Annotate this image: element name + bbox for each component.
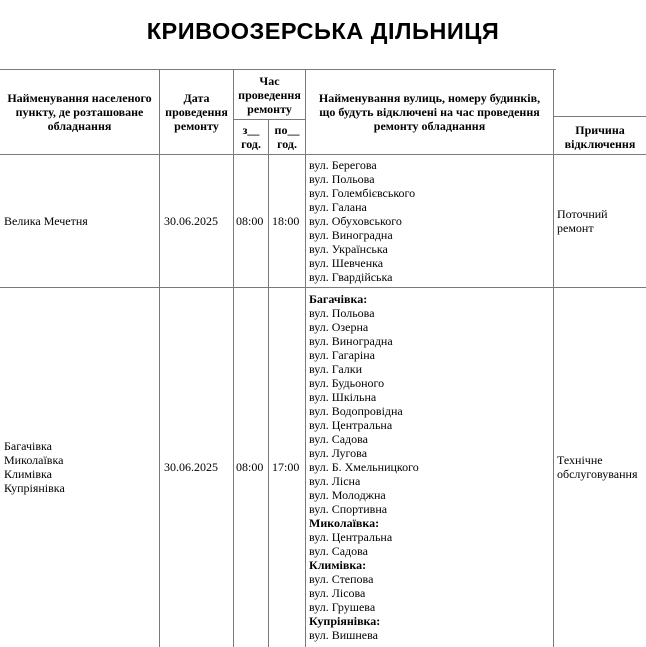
street-item: вул. Українська — [309, 242, 388, 256]
col-divider-date — [159, 69, 160, 647]
row-1-reason: Поточний ремонт — [557, 207, 608, 235]
street-item: вул. Центральна — [309, 530, 393, 544]
street-item: вул. Садова — [309, 432, 368, 446]
time-header-divider — [233, 119, 306, 120]
reason-header-divider — [553, 116, 646, 117]
header-date: Дата проведення ремонту — [165, 91, 228, 133]
header-reason: Причина відключення — [564, 123, 636, 151]
row-2-settlement: Багачівка Миколаївка Климівка Купріянівка — [4, 439, 65, 495]
header-settlement: Найменування населеного пункту, де розташоване обладнання — [7, 91, 152, 133]
header-to: по__ год. — [274, 123, 300, 151]
street-item: вул. Гагаріна — [309, 348, 376, 362]
header-time: Час проведення ремонту — [238, 74, 301, 116]
street-item: вул. Озерна — [309, 320, 369, 334]
street-item: вул. Берегова — [309, 158, 377, 172]
street-item: вул. Галки — [309, 362, 363, 376]
row-1-time-from: 08:00 — [236, 214, 264, 228]
street-item: вул. Молоджна — [309, 488, 386, 502]
row-2-time-to: 17:00 — [272, 460, 300, 474]
settlement-subheading: Купріянівка: — [309, 614, 381, 628]
header-streets: Найменування вулиць, номеру будинків, що будуть відключені на час проведення ремонту обладнання — [318, 91, 541, 133]
header-bottom-border — [0, 154, 646, 155]
street-item: вул. Садова — [309, 544, 368, 558]
street-item: вул. Лісна — [309, 474, 361, 488]
row-2-reason: Технічне обслуговування — [557, 453, 638, 481]
row-1-streets — [309, 158, 415, 284]
street-item: вул. Польова — [309, 172, 375, 186]
street-item: вул. Спортивна — [309, 502, 388, 516]
table-border-top — [0, 69, 556, 70]
row-2-streets — [309, 292, 419, 642]
street-item: вул. Шевченка — [309, 256, 384, 270]
street-item: вул. Шкільна — [309, 390, 377, 404]
street-item: вул. Вишнева — [309, 628, 378, 642]
street-item: вул. Виноградна — [309, 334, 393, 348]
col-divider-from-to — [268, 119, 269, 647]
street-item: вул. Лісова — [309, 586, 366, 600]
row-divider — [0, 287, 646, 288]
header-from: з__ год. — [241, 123, 261, 151]
street-item: вул. Польова — [309, 306, 375, 320]
street-item: вул. Центральна — [309, 418, 393, 432]
col-divider-time — [233, 69, 234, 647]
street-item: вул. Гвардійська — [309, 270, 393, 284]
street-item: вул. Лугова — [309, 446, 368, 460]
street-item: вул. Виноградна — [309, 228, 393, 242]
settlement-subheading: Климівка: — [309, 558, 367, 572]
page-title: КРИВООЗЕРСЬКА ДІЛЬНИЦЯ — [146, 18, 500, 44]
street-item: вул. Грушева — [309, 600, 376, 614]
street-item: вул. Степова — [309, 572, 374, 586]
street-item: вул. Будьоного — [309, 376, 385, 390]
street-item: вул. Б. Хмельницкого — [309, 460, 419, 474]
street-item: вул. Водопровідна — [309, 404, 403, 418]
row-1-time-to: 18:00 — [272, 214, 300, 228]
col-divider-reason — [553, 69, 554, 647]
row-2-date: 30.06.2025 — [164, 460, 218, 474]
settlement-subheading: Миколаївка: — [309, 516, 380, 530]
street-item: вул. Галана — [309, 200, 367, 214]
street-item: вул. Голембієвського — [309, 186, 416, 200]
row-1-date: 30.06.2025 — [164, 214, 218, 228]
street-item: вул. Обуховського — [309, 214, 402, 228]
row-1-settlement: Велика Мечетня — [4, 214, 88, 228]
col-divider-streets — [305, 69, 306, 647]
settlement-subheading: Багачівка: — [309, 292, 368, 306]
row-2-time-from: 08:00 — [236, 460, 264, 474]
